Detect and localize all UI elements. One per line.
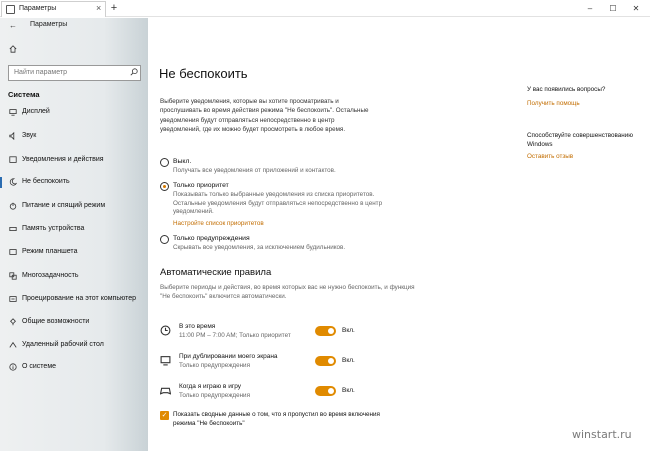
- sidebar-item-shared[interactable]: [0, 314, 148, 332]
- back-arrow-icon[interactable]: ←: [9, 21, 17, 30]
- moon-icon: [9, 178, 17, 186]
- monitor-icon: [160, 355, 171, 366]
- search-input[interactable]: [8, 65, 141, 81]
- sidebar-item-label: Питание и спящий режим: [22, 202, 106, 209]
- help-question: У вас появились вопросы?: [527, 86, 606, 93]
- power-icon: [9, 202, 17, 210]
- rule-toggle[interactable]: [315, 356, 336, 366]
- checkbox-checked[interactable]: ✓: [161, 412, 168, 419]
- sidebar-item-label: Режим планшета: [22, 248, 78, 255]
- sidebar-section-title: Система: [8, 90, 40, 99]
- sidebar-app-title: Параметры: [30, 21, 68, 28]
- radio-button[interactable]: [160, 235, 169, 244]
- rule-time[interactable]: [160, 323, 365, 345]
- remote-desktop-icon: [9, 341, 17, 349]
- tab-title: Параметры: [19, 5, 57, 12]
- sidebar-item-label: Память устройства: [22, 225, 85, 232]
- rule-gaming[interactable]: [160, 383, 365, 405]
- sidebar-item-about[interactable]: [0, 359, 148, 377]
- shared-icon: [9, 318, 17, 326]
- title-bar: [0, 0, 650, 17]
- sidebar-item-sound[interactable]: [0, 128, 148, 146]
- feedback-link[interactable]: Оставить отзыв: [527, 153, 574, 160]
- sidebar-item-label: Общие возможности: [22, 318, 90, 325]
- settings-app-icon: [6, 5, 15, 14]
- multitask-icon: [9, 272, 17, 280]
- sidebar-item-tablet[interactable]: [0, 244, 148, 262]
- sidebar-item-power[interactable]: [0, 198, 148, 216]
- notification-icon: [9, 156, 17, 164]
- rule-title: Когда я играю в игру: [179, 383, 241, 390]
- sidebar-item-notifications[interactable]: [0, 152, 148, 170]
- sidebar-item-label: Уведомления и действия: [22, 156, 104, 163]
- rule-subtitle: 11:00 PM – 7:00 AM; Только приоритет: [179, 332, 291, 339]
- summary-checkbox-label: Показать сводные данные о том, что я пропустил во время включения режима "Не беспокоить": [173, 411, 380, 427]
- rule-toggle[interactable]: [315, 326, 336, 336]
- rule-state: Вкл.: [342, 387, 355, 394]
- info-icon: [9, 363, 17, 371]
- sidebar-item-label: Дисплей: [22, 108, 50, 115]
- rule-title: В это время: [179, 323, 216, 330]
- sidebar-item-label: Проецирование на этот компьютер: [22, 295, 136, 302]
- tab-close-icon[interactable]: ×: [96, 3, 102, 13]
- rule-title: При дублировании моего экрана: [179, 353, 278, 360]
- rule-toggle[interactable]: [315, 386, 336, 396]
- window-tab[interactable]: [1, 1, 106, 17]
- rule-subtitle: Только предупреждения: [179, 392, 250, 399]
- page-title: Не беспокоить: [159, 66, 248, 81]
- radio-label: Только предупреждения: [173, 235, 250, 242]
- rule-subtitle: Только предупреждения: [179, 362, 250, 369]
- sidebar-item-projection[interactable]: [0, 291, 148, 309]
- improve-windows-text: Способствуйте совершенствованию Windows: [527, 132, 634, 148]
- gamepad-icon: [160, 385, 171, 396]
- close-window-button[interactable]: ✕: [632, 4, 640, 13]
- intro-text: Выберите уведомления, которые вы хотите просматривать и прослушивать во время действия режима "Не беспокоить". Остальные уведомления будут отправляться непосредственно в центр уведомлений, где их можно будет просмотреть в любое время.: [160, 98, 369, 134]
- rule-state: Вкл.: [342, 327, 355, 334]
- sidebar-item-label: Звук: [22, 132, 37, 139]
- auto-rules-heading: Автоматические правила: [160, 267, 272, 278]
- search-placeholder: Найти параметр: [14, 69, 67, 76]
- projection-icon: [9, 295, 17, 303]
- maximize-button[interactable]: ☐: [609, 4, 617, 13]
- speaker-icon: [9, 132, 17, 140]
- search-icon[interactable]: [130, 68, 138, 76]
- new-tab-button[interactable]: +: [110, 2, 118, 14]
- home-icon[interactable]: [9, 45, 17, 53]
- sidebar-item-multitasking[interactable]: [0, 268, 148, 286]
- sidebar-item-display[interactable]: [0, 104, 148, 122]
- sidebar-item-label: Удаленный рабочий стол: [22, 341, 104, 348]
- clock-icon: [160, 325, 171, 336]
- radio-button-selected[interactable]: [160, 182, 169, 191]
- minimize-button[interactable]: –: [587, 4, 593, 13]
- sidebar-item-label: Не беспокоить: [22, 178, 70, 185]
- sidebar-item-label: Многозадачность: [22, 272, 79, 279]
- radio-description: Показывать только выбранные уведомления из списка приоритетов. Остальные уведомления будут отправляться непосредственно в центр уведомлений.: [173, 191, 383, 216]
- auto-rules-description: Выберите периоды и действия, во время которых вас не нужно беспокоить, и функция "Не беспокоить" включится автоматически.: [160, 284, 415, 300]
- sidebar: [0, 18, 148, 451]
- radio-description: Скрывать все уведомления, за исключением будильников.: [173, 244, 346, 251]
- sidebar-item-storage[interactable]: [0, 221, 148, 239]
- rule-screen-duplication[interactable]: [160, 353, 365, 375]
- tablet-icon: [9, 248, 17, 256]
- radio-button[interactable]: [160, 158, 169, 167]
- radio-label: Только приоритет: [173, 182, 229, 189]
- get-help-link[interactable]: Получить помощь: [527, 100, 580, 107]
- sidebar-item-remote-desktop[interactable]: [0, 337, 148, 355]
- rule-state: Вкл.: [342, 357, 355, 364]
- display-icon: [9, 108, 17, 116]
- sidebar-item-do-not-disturb[interactable]: [0, 174, 148, 192]
- sidebar-item-label: О системе: [22, 363, 57, 370]
- radio-description: Получать все уведомления от приложений и контактов.: [173, 167, 336, 174]
- storage-icon: [9, 225, 17, 233]
- radio-label: Выкл.: [173, 158, 192, 165]
- watermark: winstart.ru: [572, 428, 632, 441]
- priority-list-link[interactable]: Настройте список приоритетов: [173, 220, 264, 227]
